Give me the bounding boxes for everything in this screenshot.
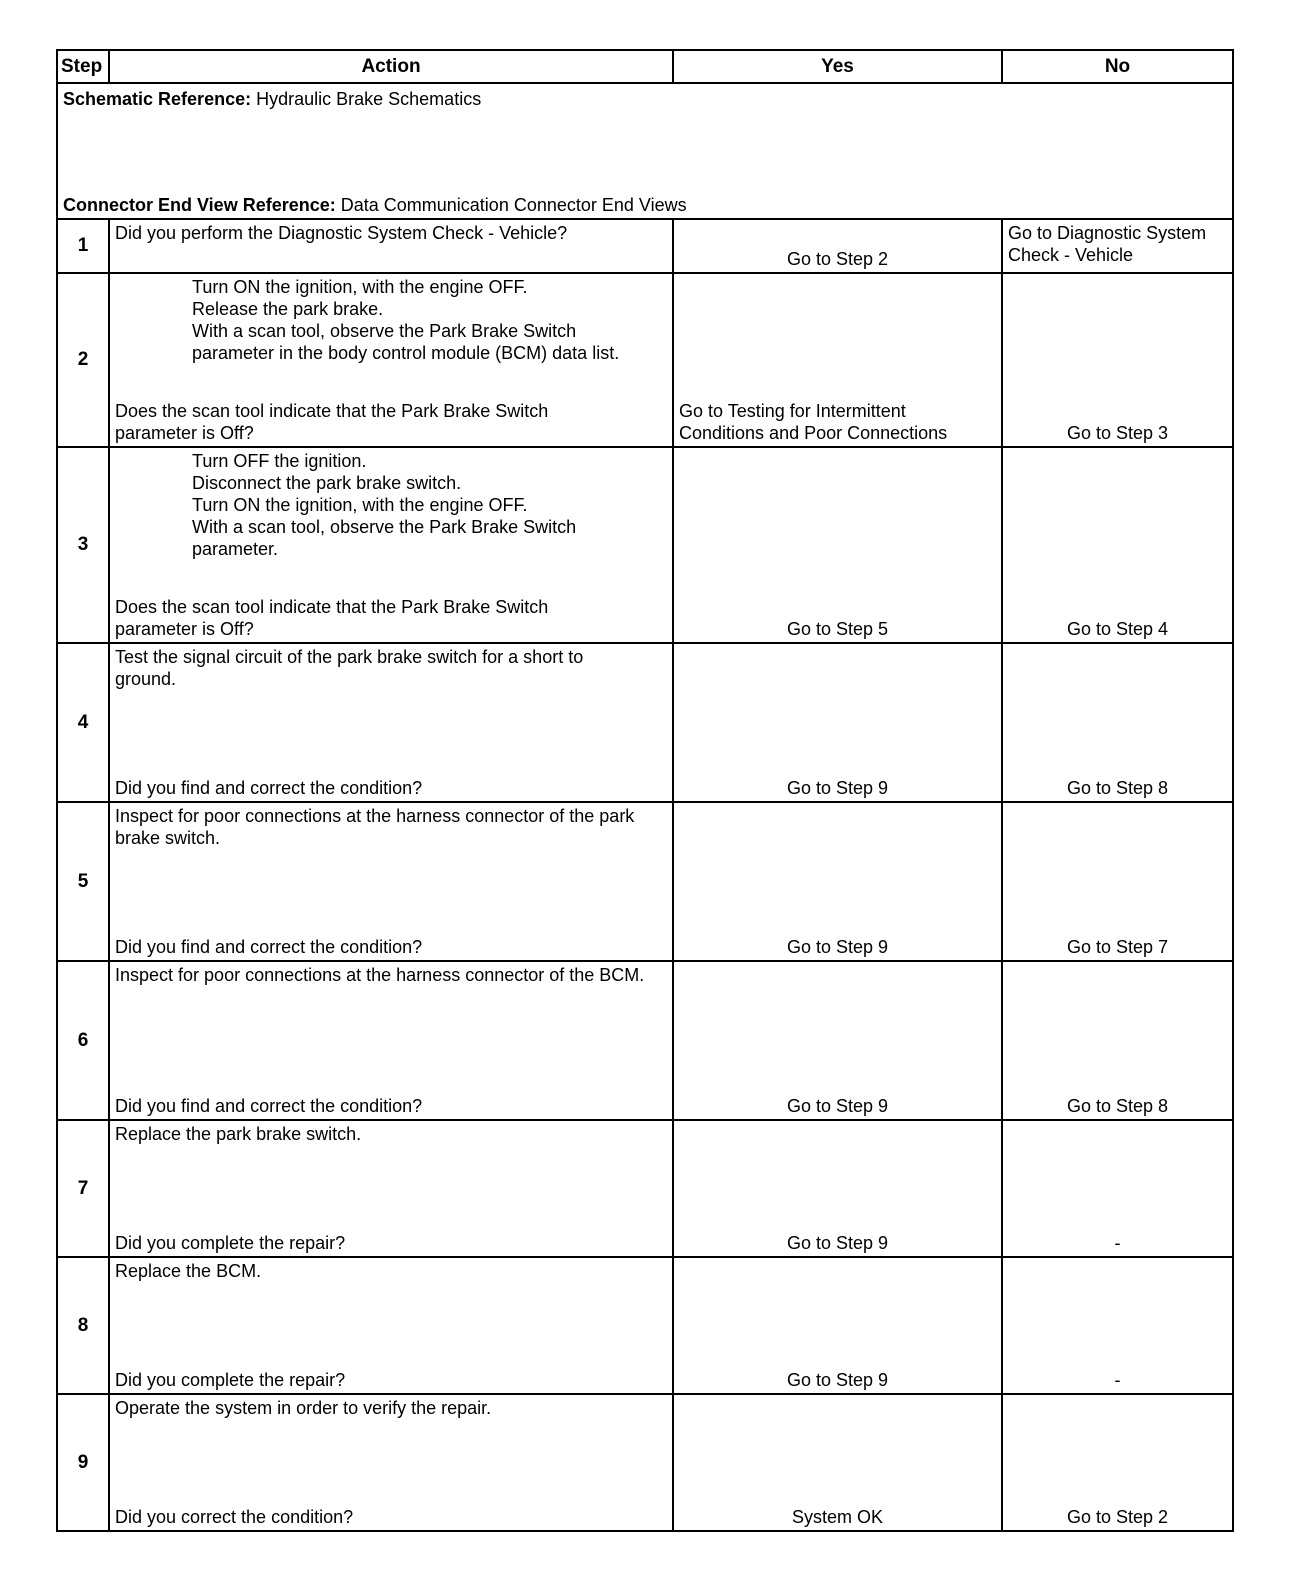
step-question: Did you find and correct the condition? [115,937,423,957]
step-yes-link[interactable]: Go to Step 9 [786,1370,889,1390]
step-no [1002,273,1233,447]
step-no [1002,447,1233,643]
step-yes-link[interactable]: Go to Step 9 [786,778,889,798]
step-number: 5 [57,802,109,961]
table-row [57,1257,1233,1394]
step-instructions: Replace the BCM. [115,1261,262,1281]
step-no-value: - [1114,1370,1121,1390]
step-instructions: Operate the system in order to verify the repair. [115,1398,492,1418]
step-no [1002,802,1233,961]
step-yes-link[interactable]: Go to Step 5 [786,619,889,639]
step-question: Did you correct the condition? [115,1507,354,1527]
step-instructions [192,276,668,364]
instruction-line: Turn OFF the ignition. [192,451,367,471]
step-number: 9 [57,1394,109,1531]
step-no [1002,1257,1233,1394]
step-action [109,961,673,1120]
step-yes-link[interactable]: Go to Testing for Intermittent Conditions and Poor Connections [679,401,948,443]
step-number: 1 [57,219,109,273]
connector-reference-label: Connector End View Reference: [63,195,336,215]
instruction-line: With a scan tool, observe the Park Brake Switch [192,321,577,341]
step-instructions: Inspect for poor connections at the harness connector of the park brake switch. [115,806,635,848]
step-yes [673,643,1002,802]
table-row [57,1120,1233,1257]
step-action [109,447,673,643]
header-row [57,50,1233,83]
step-no-link[interactable]: Go to Diagnostic System Check - Vehicle [1008,223,1207,265]
table-row [57,447,1233,643]
step-yes-link[interactable]: Go to Step 9 [786,937,889,957]
table-row [57,1394,1233,1531]
instruction-line: Release the park brake. [192,299,384,319]
table-row [57,643,1233,802]
step-no-link[interactable]: Go to Step 7 [1066,937,1169,957]
header-no: No [1002,50,1233,83]
step-yes [673,273,1002,447]
step-yes-link[interactable]: Go to Step 9 [786,1233,889,1253]
step-instructions: Replace the park brake switch. [115,1124,362,1144]
step-no [1002,643,1233,802]
step-yes-value: System OK [791,1507,884,1527]
step-no [1002,1120,1233,1257]
step-no-link[interactable]: Go to Step 4 [1066,619,1169,639]
step-no-value: - [1114,1233,1121,1253]
step-action [109,273,673,447]
step-action [109,1394,673,1531]
step-yes [673,1394,1002,1531]
step-question: Does the scan tool indicate that the Park Brake Switch parameter is Off? [115,597,549,639]
step-instructions [192,450,668,560]
schematic-reference-link[interactable]: Hydraulic Brake Schematics [256,89,482,109]
step-question: Did you find and correct the condition? [115,1096,423,1116]
table-row [57,802,1233,961]
step-number: 2 [57,273,109,447]
step-no-link[interactable]: Go to Step 8 [1066,778,1169,798]
step-question: Did you perform the Diagnostic System Check - Vehicle? [115,223,568,243]
header-step: Step [57,50,109,83]
reference-row [57,83,1233,219]
instruction-line: With a scan tool, observe the Park Brake Switch [192,517,577,537]
step-action [109,1120,673,1257]
step-yes-link[interactable]: Go to Step 2 [786,249,889,269]
step-number: 4 [57,643,109,802]
step-yes [673,219,1002,273]
header-action: Action [109,50,673,83]
instruction-line: parameter. [192,539,279,559]
step-question: Did you find and correct the condition? [115,778,423,798]
step-action [109,802,673,961]
reference-cell [57,83,1233,219]
step-action [109,219,673,273]
step-yes-link[interactable]: Go to Step 9 [786,1096,889,1116]
header-yes: Yes [673,50,1002,83]
instruction-line: Disconnect the park brake switch. [192,473,462,493]
step-yes [673,802,1002,961]
step-question: Did you complete the repair? [115,1233,346,1253]
step-no-link[interactable]: Go to Step 3 [1066,423,1169,443]
step-no [1002,1394,1233,1531]
step-number: 8 [57,1257,109,1394]
connector-reference [63,195,687,216]
schematic-reference [63,89,481,110]
instruction-line: Turn ON the ignition, with the engine OFF. [192,277,528,297]
step-yes [673,1257,1002,1394]
step-question: Does the scan tool indicate that the Park Brake Switch parameter is Off? [115,401,549,443]
table-row [57,961,1233,1120]
step-yes [673,447,1002,643]
step-no-link[interactable]: Go to Step 8 [1066,1096,1169,1116]
step-yes [673,1120,1002,1257]
step-number: 6 [57,961,109,1120]
schematic-reference-label: Schematic Reference: [63,89,252,109]
step-no [1002,219,1233,273]
instruction-line: Turn ON the ignition, with the engine OFF. [192,495,528,515]
step-number: 7 [57,1120,109,1257]
step-no-link[interactable]: Go to Step 2 [1066,1507,1169,1527]
instruction-line: parameter in the body control module (BCM) data list. [192,343,620,363]
table-row [57,273,1233,447]
diagnostic-table [56,49,1234,1532]
step-action [109,643,673,802]
step-yes [673,961,1002,1120]
table-row [57,219,1233,273]
step-no [1002,961,1233,1120]
connector-reference-link[interactable]: Data Communication Connector End Views [340,195,687,215]
step-question: Did you complete the repair? [115,1370,346,1390]
step-number: 3 [57,447,109,643]
step-action [109,1257,673,1394]
step-instructions: Test the signal circuit of the park brake switch for a short to ground. [115,647,584,689]
step-instructions: Inspect for poor connections at the harness connector of the BCM. [115,965,645,985]
